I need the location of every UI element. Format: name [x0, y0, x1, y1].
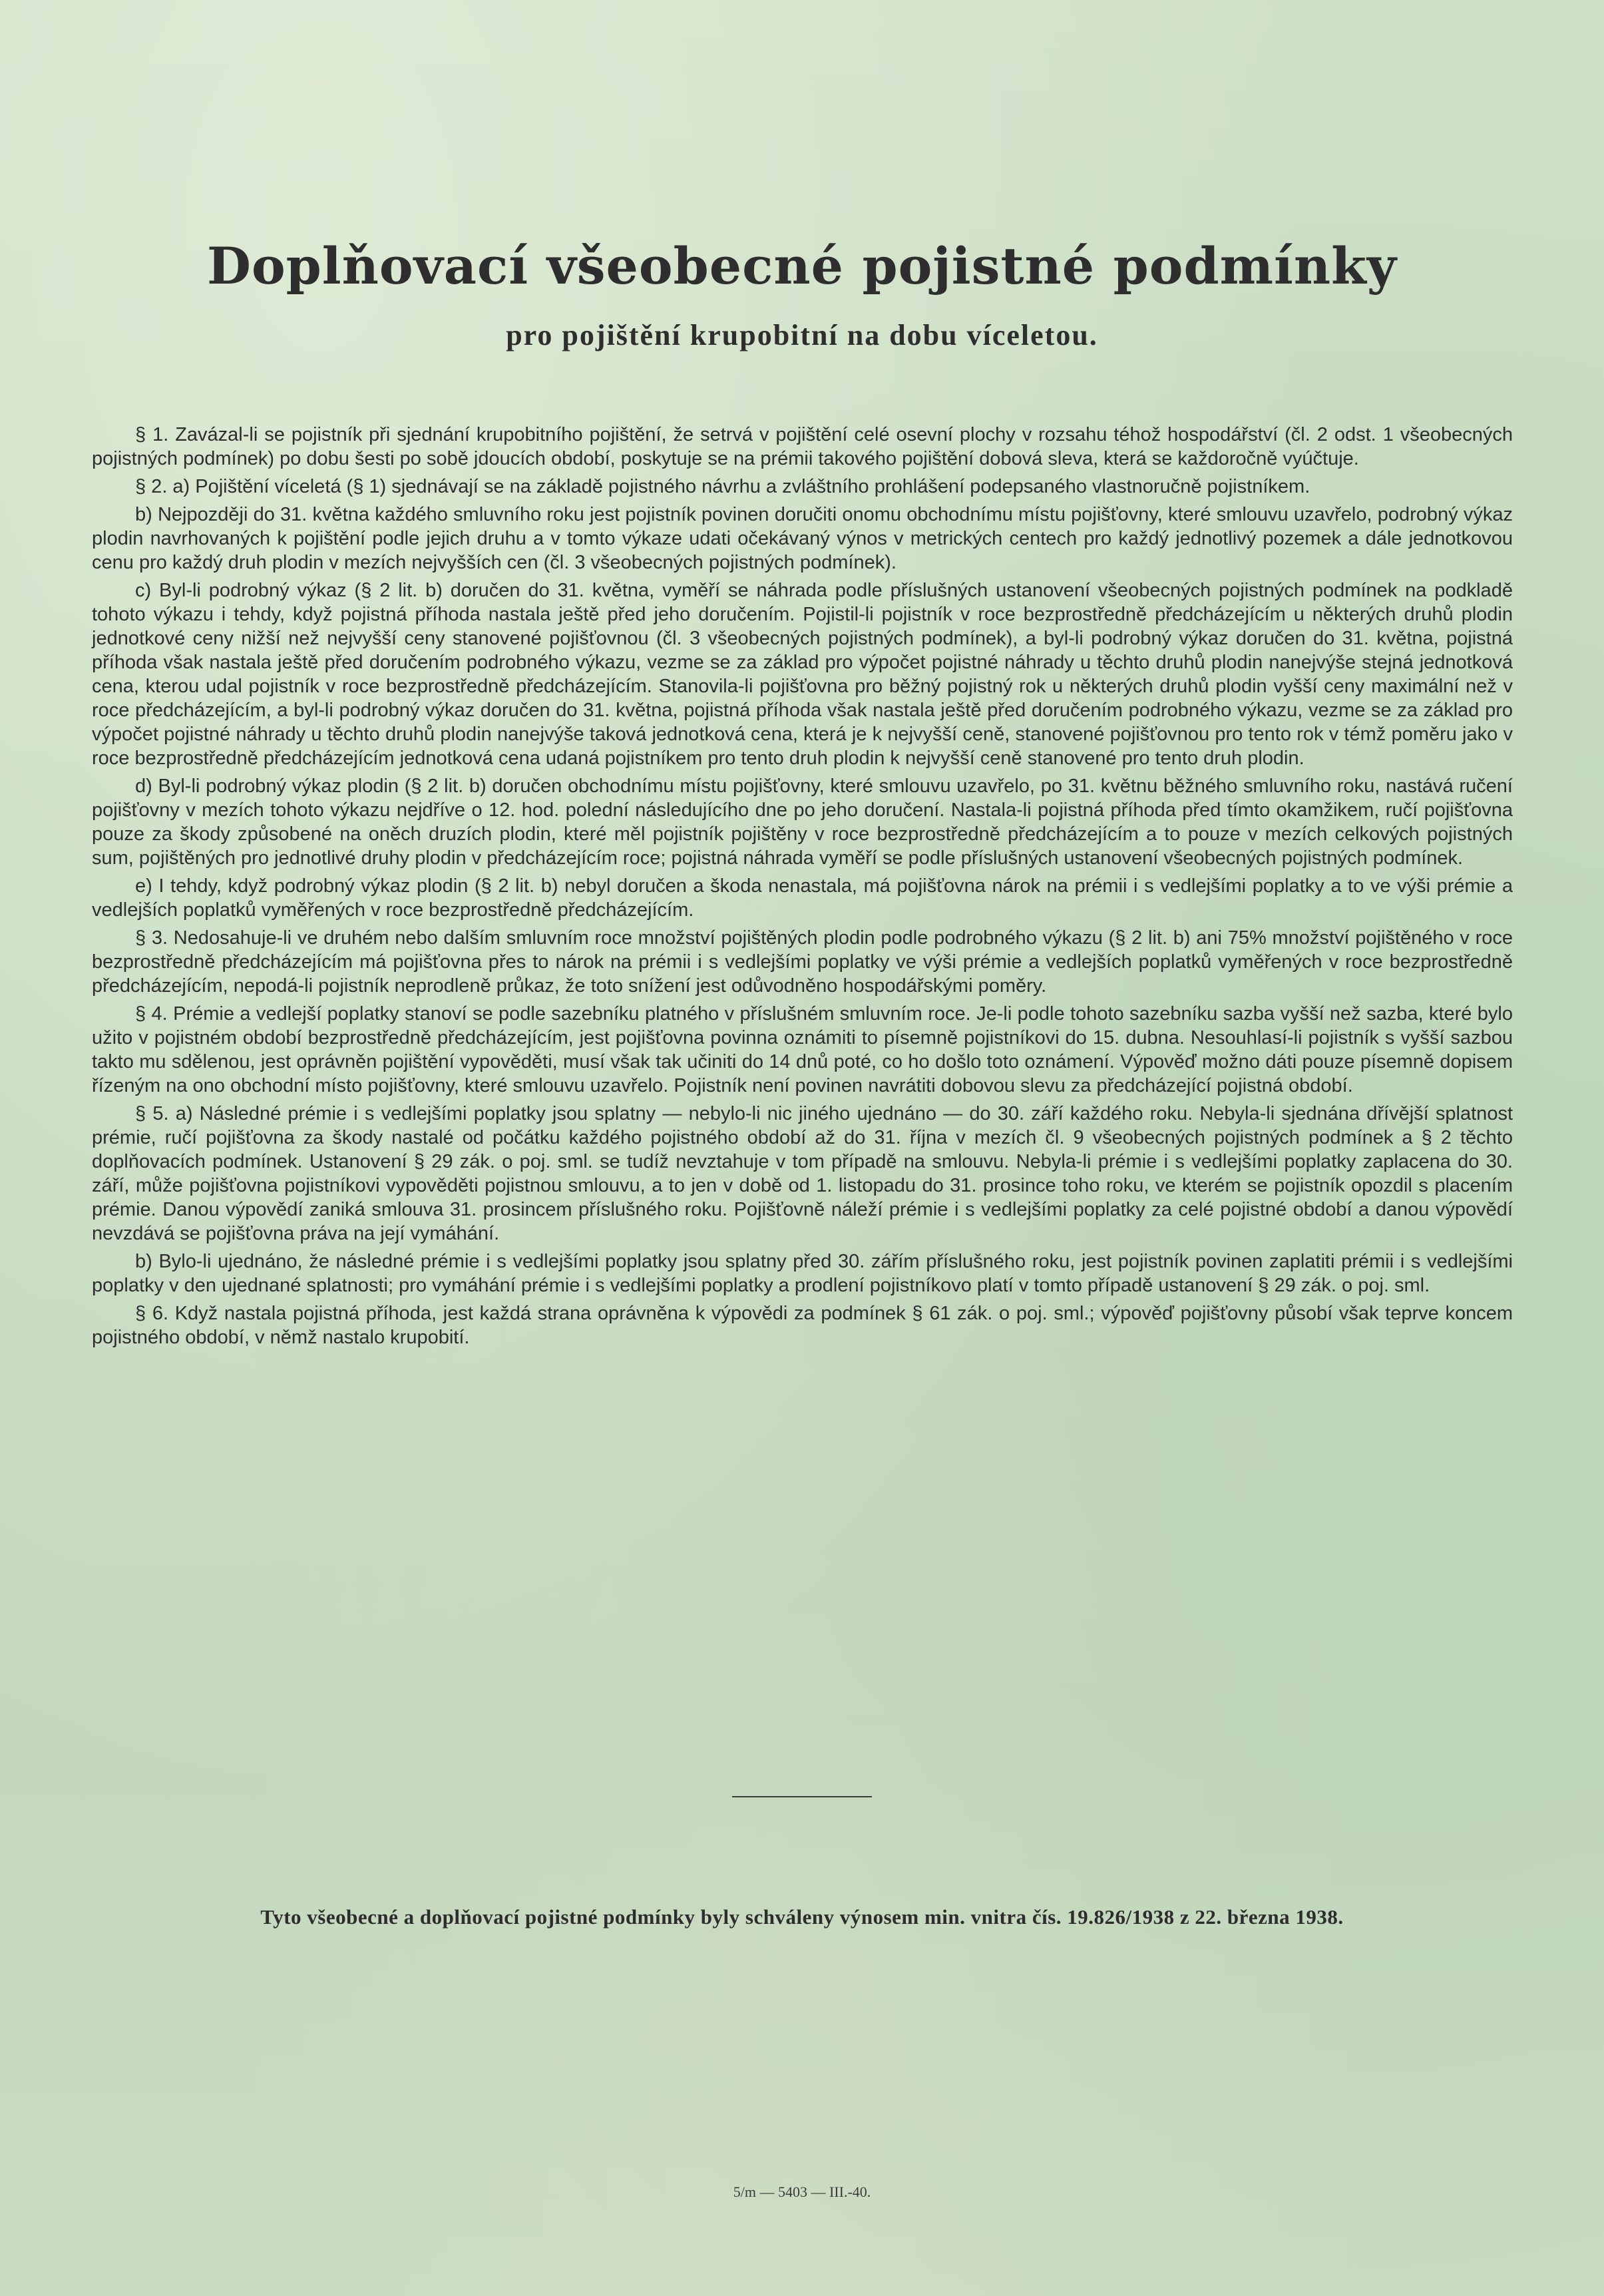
divider-line — [732, 1796, 872, 1797]
paragraph-section-6: § 6. Když nastala pojistná příhoda, jest každá strana oprávněna k výpovědi za podmínek § 61 zák. o poj. sml.; výpověď pojišťovny působí však teprve koncem pojistného období, v němž nastalo krupobití. — [92, 1303, 1513, 1348]
paragraph-section-5a: § 5. a) Následné prémie i s vedlejšími poplatky jsou splatny — nebylo-li nic jiného ujednáno — do 30. září každého roku. Nebyla-li sjednána dřívější splatnost prémie, ručí pojišťovna za škody nastalé od počátku každého pojistného období až do 31. října v mezích čl. 9 všeobecných pojistných podmínek a § 2 těchto doplňovacích podmínek. Ustanovení § 29 zák. o poj. sml. se tudíž nevztahuje v tom případě na smlouvu. Nebyla-li prémie i s vedlejšími poplatky zaplacena do 30. září, může pojišťovna pojistníkovi vypověděti pojistnou smlouvu, a to jen v době od 1. listopadu do 31. prosince toho roku, ve kterém se pojistník opozdil s placením prémie. Danou výpovědí zaniká smlouva 31. prosincem příslušného roku. Pojišťovně náleží prémie i s vedlejšími poplatky za celé pojistné období a danou výpovědí nevzdává se pojišťovna práva na její vymáhání. — [92, 1103, 1513, 1244]
paragraph-section-2c: c) Byl-li podrobný výkaz (§ 2 lit. b) doručen do 31. května, vyměří se náhrada podle příslušných ustanovení všeobecných pojistných podmínek na podkladě tohoto výkazu i tehdy, když pojistná příhoda nastala ještě před jeho doručením. Pojistil-li pojistník v roce bezprostředně předcházejícím u některých druhů plodin jednotkové ceny nižší než nejvyšší ceny stanovené pojišťovnou (čl. 3 všeobecných pojistných podmínek), a byl-li podrobný výkaz doručen do 31. května, pojistná příhoda však nastala ještě před doručením podrobného výkazu, vezme se za základ pro výpočet pojistné náhrady u těchto druhů plodin nanejvýše stejná jednotková cena, kterou udal pojistník v roce bezprostředně předcházejícím. Stanovila-li pojišťovna pro běžný pojistný rok u některých druhů plodin vyšší ceny maximální než v roce předcházejícím, a byl-li podrobný výkaz doručen do 31. května, pojistná příhoda však nastala ještě před doručením podrobného výkazu, vezme se za základ pro výpočet pojistné náhrady u těchto druhů plodin nanejvýše taková jednotková cena, která je k nejvyšší ceně, stanovené pojišťovnou pro tento rok v témž poměru jako v roce bezprostředně předcházejícím jednotková cena udaná pojistníkem pro tento druh plodin k nejvyšší ceně stanovené pro tento druh plodin. — [92, 580, 1513, 769]
paragraph-section-2d: d) Byl-li podrobný výkaz plodin (§ 2 lit. b) doručen obchodnímu místu pojišťovny, které smlouvu uzavřelo, po 31. květnu běžného smluvního roku, nastává ručení pojišťovny v mezích tohoto výkazu nejdříve o 12. hod. polední následujícího dne po jeho doručení. Nastala-li pojistná příhoda před tímto okamžikem, ručí pojišťovna pouze za škody způsobené na oněch druzích plodin, které měl pojistník pojištěny v roce bezprostředně předcházejícím a to pouze v mezích celkových pojistných sum, pojištěných pro jednotlivé druhy plodin v předcházejícím roce; pojistná náhrada vyměří se podle příslušných ustanovení všeobecných pojistných podmínek. — [92, 776, 1513, 869]
paragraph-section-1: § 1. Zavázal-li se pojistník při sjednání krupobitního pojištění, že setrvá v pojištění celé osevní plochy v rozsahu téhož hospodářství (čl. 2 odst. 1 všeobecných pojistných podmínek) po dobu šesti po sobě jdoucích období, poskytuje se na prémii takového pojištění dobová sleva, která se každoročně vyúčtuje. — [92, 424, 1513, 469]
paragraph-section-5b: b) Bylo-li ujednáno, že následné prémie i s vedlejšími poplatky jsou splatny před 30. zářím příslušného roku, jest pojistník povinen zaplatiti prémii i s vedlejšími poplatky v den ujednané splatnosti; pro vymáhání prémie i s vedlejšími poplatky a prodlení pojistníkovo platí v tomto případě ustanovení § 29 zák. o poj. sml. — [92, 1251, 1513, 1296]
document-subtitle: pro pojištění krupobitní na dobu víceletou. — [506, 319, 1098, 351]
paragraph-section-2e: e) I tehdy, když podrobný výkaz plodin (§ 2 lit. b) nebyl doručen a škoda nenastala, má pojišťovna nárok na prémii i s vedlejšími poplatky a to ve výši prémie a vedlejších poplatků vyměřených v roce bezprostředně předcházejícím. — [92, 875, 1513, 921]
approval-note: Tyto všeobecné a doplňovací pojistné podmínky byly schváleny výnosem min. vnitra čís. 19.826/1938 z 22. března 1938. — [260, 1905, 1344, 1929]
document-title: Doplňovací všeobecné pojistné podmínky — [207, 236, 1397, 296]
paragraph-section-4: § 4. Prémie a vedlejší poplatky stanoví se podle sazebníku platného v příslušném smluvním roce. Je-li podle tohoto sazebníku sazba vyšší než sazba, které bylo užito v pojistném období bezprostředně předcházejícím, jest pojišťovna povinna oznámiti to písemně pojistníkovi do 15. dubna. Nesouhlasí-li pojistník s vyšší sazbou takto mu sdělenou, jest oprávněn pojištění vypověděti, musí však tak učiniti do 14 dnů poté, co ho došlo toto oznámení. Výpověď možno dáti pouze písemně dopisem řízeným na ono obchodní místo pojišťovny, které smlouvu uzavřelo. Pojistník není povinen navrátiti dobovou slevu za předcházející pojistná období. — [92, 1003, 1513, 1096]
print-mark: 5/m — 5403 — III.-40. — [733, 2183, 871, 2200]
paragraph-section-2b: b) Nejpozději do 31. května každého smluvního roku jest pojistník povinen doručiti onomu obchodnímu místu pojišťovny, které smlouvu uzavřelo, podrobný výkaz plodin navrhovaných k pojištění podle jejich druhu a v tomto výkaze udati očekávaný výnos v metrických centech pro každý jednotlivý pozemek a dále jednotkovou cenu pro každý druh plodin v mezích nejvyšších cen (čl. 3 všeobecných pojistných podmínek). — [92, 504, 1513, 573]
paragraph-section-3: § 3. Nedosahuje-li ve druhém nebo dalším smluvním roce množství pojištěných plodin podle podrobného výkazu (§ 2 lit. b) ani 75% množství pojištěného v roce bezprostředně předcházejícím má pojišťovna přes to nárok na prémii i s vedlejšími poplatky ve výši prémie a vedlejších poplatků vyměřených v roce bezprostředně předcházejícím, nepodá-li pojistník neprodleně průkaz, že toto snížení jest odůvodněno hospodářskými poměry. — [92, 927, 1513, 997]
document-body — [92, 423, 1513, 1353]
paragraph-section-2a: § 2. a) Pojištění víceletá (§ 1) sjednávají se na základě pojistného návrhu a zvláštního prohlášení podepsaného vlastnoručně pojistníkem. — [135, 476, 1310, 497]
